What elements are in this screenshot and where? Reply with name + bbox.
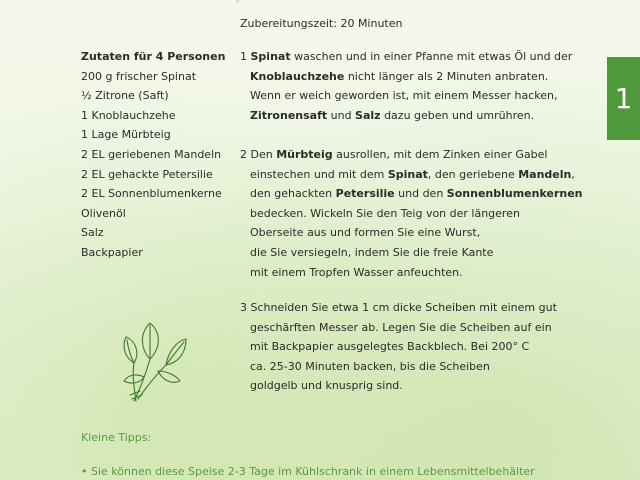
bold-term: Salz [355, 108, 381, 122]
ingredient-item: 200 g frischer Spinat [81, 69, 197, 83]
step-line [240, 226, 600, 246]
step-line [240, 168, 600, 188]
step-text: geschärften Messer ab. Legen Sie die Scheiben auf ein [250, 320, 552, 334]
ingredients-title: Zutaten für 4 Personen [81, 50, 226, 63]
step-line [240, 301, 600, 321]
spinach-icon [120, 315, 190, 405]
step-text: mit Backpapier ausgelegtes Backblech. Bei 200° C [250, 340, 530, 354]
step-1 [240, 50, 600, 128]
tip-item: • Sie können diese Speise 2-3 Tage im Kühlschrank in einem Lebensmittelbehälter [81, 465, 535, 478]
speck [236, 0, 239, 3]
ingredient-item: 2 EL Sonnenblumenkerne [81, 187, 222, 201]
step-text: Oberseite aus und formen Sie eine Wurst, [250, 226, 481, 240]
step-line [240, 340, 600, 360]
bold-term: Sonnenblumenkernen [446, 187, 583, 201]
step-text: die Sie versiegeln, indem Sie die freie Kante [250, 245, 494, 259]
bold-term: Knoblauchzehe [250, 69, 345, 83]
page-tab [607, 57, 640, 140]
step-2 [240, 148, 600, 285]
step-text: und [327, 108, 356, 122]
ingredient-item: Olivenöl [81, 206, 126, 220]
ingredient-item: ½ Zitrone (Saft) [81, 89, 169, 103]
step-text: 3 Schneiden Sie etwa 1 cm dicke Scheiben mit einem gut [240, 301, 557, 314]
step-line [240, 207, 600, 227]
ingredient-item: 2 EL geriebenen Mandeln [81, 147, 222, 161]
step-line [240, 148, 600, 168]
bold-term: Spinat [250, 50, 291, 63]
ingredient-item: Backpapier [81, 245, 143, 259]
page-number: 1 [614, 82, 633, 115]
step-line [240, 321, 600, 341]
bold-term: Petersilie [335, 187, 395, 201]
step-line [240, 109, 600, 129]
step-text: 2 Den [240, 148, 277, 161]
step-line [240, 70, 600, 90]
ingredient-item: 1 Lage Mürbteig [81, 128, 171, 142]
bold-term: Mürbteig [276, 148, 333, 161]
ingredients-list [81, 50, 225, 266]
step-line [240, 266, 600, 286]
step-text: einstechen und mit dem [250, 167, 388, 181]
step-text: 1 [240, 50, 251, 63]
step-text: nicht länger als 2 Minuten anbraten. [344, 69, 549, 83]
ingredient-item: Salz [81, 226, 104, 240]
step-text: ca. 25-30 Minuten backen, bis die Scheiben [250, 359, 490, 373]
ingredient-item: 2 EL gehackte Petersilie [81, 167, 213, 181]
step-text: , [571, 167, 575, 181]
step-line [240, 246, 600, 266]
prep-time: Zubereitungszeit: 20 Minuten [240, 17, 403, 30]
tips-title: Kleine Tipps: [81, 431, 152, 444]
step-line [240, 187, 600, 207]
step-line [240, 360, 600, 380]
step-text: waschen und in einer Pfanne mit etwas Öl und der [290, 50, 573, 63]
step-text: ausrollen, mit dem Zinken einer Gabel [332, 148, 548, 161]
step-text: den gehackten [250, 187, 336, 201]
bold-term: Zitronensaft [250, 108, 328, 122]
step-text: , den geriebene [427, 167, 519, 181]
step-line [240, 379, 600, 399]
step-text: dazu geben und umrühren. [380, 108, 535, 122]
step-text: und den [394, 187, 447, 201]
bold-term: Mandeln [518, 167, 572, 181]
step-text: goldgelb und knusprig sind. [250, 379, 403, 393]
step-3 [240, 301, 600, 399]
step-text: bedecken. Wickeln Sie den Teig von der längeren [250, 206, 520, 220]
step-text: mit einem Tropfen Wasser anfeuchten. [250, 265, 463, 279]
bold-term: Spinat [387, 167, 428, 181]
ingredient-item: 1 Knoblauchzehe [81, 108, 176, 122]
step-line [240, 50, 600, 70]
step-line [240, 89, 600, 109]
step-text: Wenn er weich geworden ist, mit einem Messer hacken, [250, 89, 558, 103]
